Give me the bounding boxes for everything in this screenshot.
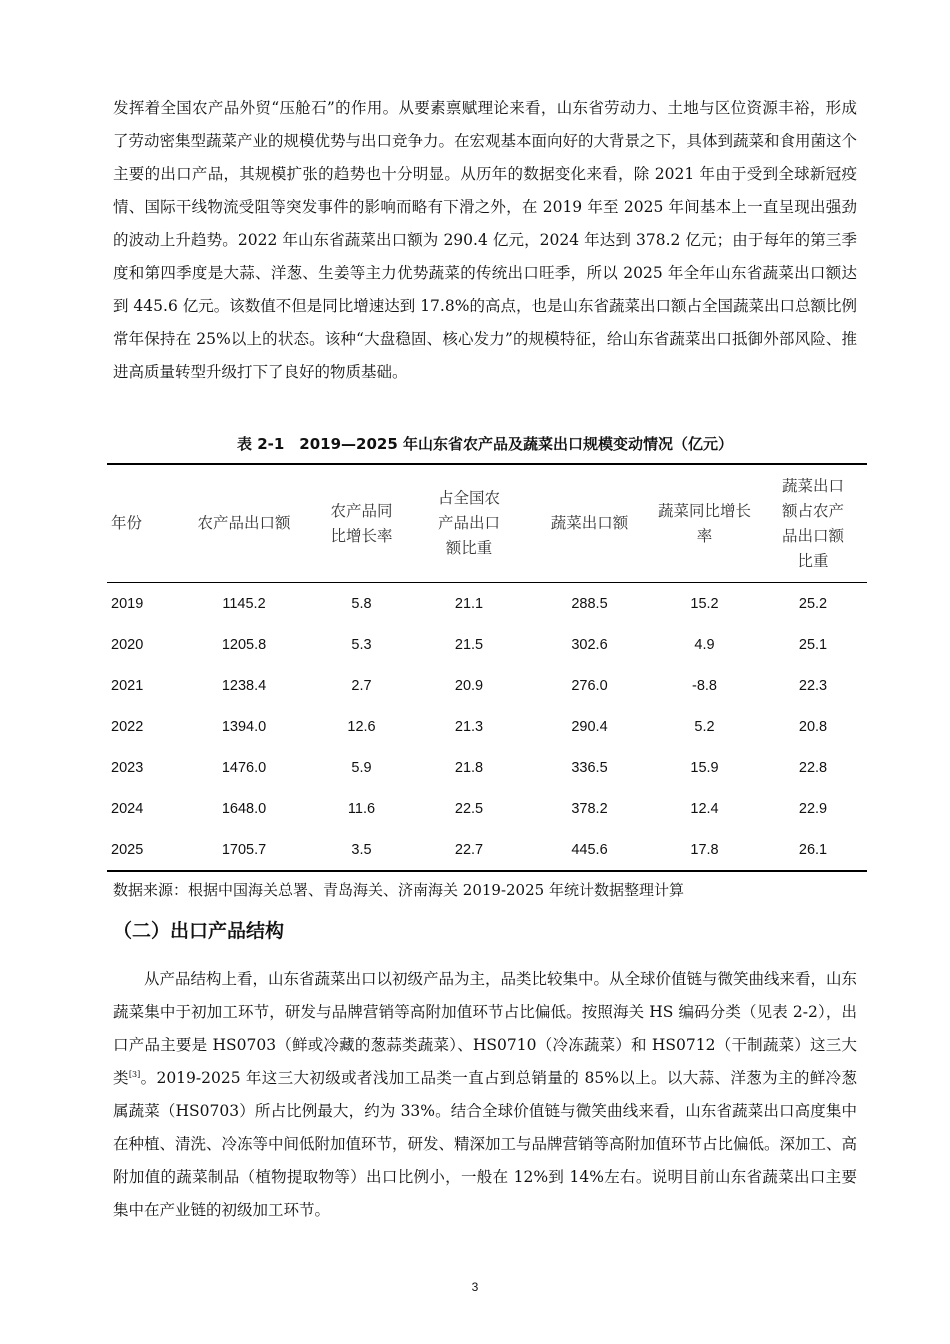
cell-agri-export: 1705.7 [221, 842, 267, 858]
table-row [107, 584, 867, 625]
section-heading: （二）出口产品结构 [113, 920, 285, 942]
table-source-note: 数据来源：根据中国海关总署、青岛海关、济南海关 2019-2025 年统计数据整理计算 [113, 881, 684, 899]
cell-veg-export: 302.6 [571, 637, 608, 653]
cell-veg-share: 26.1 [798, 842, 828, 858]
cell-veg-share: 22.3 [798, 678, 828, 694]
cell-veg-export: 290.4 [571, 719, 608, 735]
cell-national-share: 21.5 [454, 637, 484, 653]
cell-year: 2019 [111, 596, 144, 612]
cell-national-share: 22.7 [454, 842, 484, 858]
cell-year: 2021 [111, 678, 144, 694]
cell-veg-export: 336.5 [571, 760, 608, 776]
header-veg-growth: 蔬菜同比增长 率 [657, 501, 751, 545]
cell-veg-share: 22.8 [798, 760, 828, 776]
page-number: 3 [471, 1280, 479, 1294]
table-caption: 表 2-1 2019—2025 年山东省农产品及蔬菜出口规模变动情况（亿元） [236, 435, 734, 453]
table-row [107, 748, 867, 789]
cell-national-share: 20.9 [454, 678, 484, 694]
header-agri-export: 农产品出口额 [197, 514, 291, 532]
cell-agri-export: 1648.0 [221, 801, 267, 817]
cell-veg-growth: -8.8 [692, 678, 717, 694]
cell-veg-growth: 15.2 [690, 596, 719, 612]
table-body [107, 584, 867, 871]
cell-veg-growth: 17.8 [690, 842, 719, 858]
cell-agri-export: 1145.2 [222, 596, 266, 612]
table-row [107, 707, 867, 748]
cell-agri-export: 1205.8 [221, 637, 267, 653]
header-veg-export: 蔬菜出口额 [550, 514, 629, 532]
cell-agri-growth: 2.7 [351, 678, 372, 694]
table-row [107, 625, 867, 666]
cell-agri-export: 1238.4 [221, 678, 267, 694]
table-row [107, 830, 867, 871]
cell-agri-export: 1476.0 [221, 760, 267, 776]
cell-veg-growth: 4.9 [694, 637, 715, 653]
cell-agri-growth: 12.6 [347, 719, 376, 735]
cell-veg-export: 445.6 [571, 842, 608, 858]
intro-paragraph: 发挥着全国农产品外贸“压舱石”的作用。从要素禀赋理论来看，山东省劳动力、土地与区位资源丰裕，形成了劳动密集型蔬菜产业的规模优势与出口竞争力。在宏观基本面向好的大背景之下，具体到蔬菜和食用菌这个主要的出口产品，其规模扩张的趋势也十分明显。从历年的数据变化来看，除 2021 年由于受到全球新冠疫情、国际干线物流受阻等突发事件的影响而略有下滑之外，在 2019 年至 2025 年间基本上一直呈现出强劲的波动上升趋势。2022 年山东省蔬菜出口额为 290.4 亿元，2024 年达到 378.2 亿元；由于每年的第三季度和第四季度是大蒜、洋葱、生姜等主力优势蔬菜的传统出口旺季，所以 2025 年全年山东省蔬菜出口额达到 445.6 亿元。该数值不但是同比增速达到 17.8%的高点，也是山东省蔬菜出口额占全国蔬菜出口总额比例常年保持在 25%以上的状态。该种“大盘稳固、核心发力”的规模特征，给山东省蔬菜出口抵御外部风险、推进高质量转型升级打下了良好的物质基础。 [113, 99, 858, 381]
cell-veg-export: 276.0 [571, 678, 608, 694]
cell-agri-growth: 11.6 [347, 801, 376, 817]
table-bottom-rule [107, 870, 867, 872]
cell-year: 2022 [111, 719, 144, 735]
cell-national-share: 21.1 [454, 596, 484, 612]
cell-agri-export: 1394.0 [221, 719, 267, 735]
cell-veg-share: 22.9 [798, 801, 828, 817]
header-agri-growth: 农产品同 比增长率 [330, 501, 393, 545]
cell-year: 2025 [111, 842, 144, 858]
table-row [107, 789, 867, 830]
cell-agri-growth: 3.5 [351, 842, 372, 858]
cell-national-share: 22.5 [454, 801, 484, 817]
cell-veg-growth: 12.4 [690, 801, 719, 817]
citation-reference[interactable]: [3] [128, 1069, 141, 1079]
cell-year: 2024 [111, 801, 144, 817]
cell-veg-growth: 5.2 [694, 719, 715, 735]
cell-veg-share: 25.2 [798, 596, 828, 612]
header-year: 年份 [111, 514, 143, 532]
cell-veg-growth: 15.9 [690, 760, 719, 776]
header-veg-share: 蔬菜出口 额占农产 品出口额 比重 [781, 476, 844, 570]
cell-national-share: 21.3 [454, 719, 484, 735]
cell-year: 2020 [111, 637, 144, 653]
cell-year: 2023 [111, 760, 144, 776]
cell-national-share: 21.8 [454, 760, 484, 776]
cell-agri-growth: 5.8 [351, 596, 372, 612]
structure-paragraph [113, 963, 857, 1227]
paragraph-text: 。2019-2025 年这三大初级或者浅加工品类一直占到总销量的 85%以上。以大蒜、洋葱为主的鲜冷葱属蔬菜（HS0703）所占比例最大，约为 33%。结合全球价值链与微笑曲线来看，山东省蔬菜出口高度集中在种植、清洗、冷冻等中间低附加值环节，研发、精深加工与品牌营销等高附加值环节占比偏低。深加工、高附加值的蔬菜制品（植物提取物等）出口比例小，一般在 12%到 14%左右。说明目前山东省蔬菜出口主要集中在产业链的初级加工环节。 [113, 1069, 858, 1219]
cell-veg-export: 378.2 [571, 801, 608, 817]
cell-veg-share: 20.8 [798, 719, 828, 735]
header-national-share: 占全国农 产品出口 额比重 [437, 489, 500, 557]
table-row [107, 666, 867, 707]
cell-veg-share: 25.1 [798, 637, 828, 653]
cell-agri-growth: 5.3 [351, 637, 372, 653]
cell-veg-export: 288.5 [571, 596, 608, 612]
cell-agri-growth: 5.9 [351, 760, 372, 776]
paragraph-text: 从产品结构上看，山东省蔬菜出口以初级产品为主，品类比较集中。从全球价值链与微笑曲线来看，山东蔬菜集中于初加工环节，研发与品牌营销等高附加值环节占比偏低。按照海关 HS 编码分类（见表 2-2），出口产品主要是 HS0703（鲜或冷藏的葱蒜类蔬菜）、HS0710（冷冻蔬菜）和 HS0712（干制蔬菜）这三大类 [113, 970, 858, 1087]
table-header-row [107, 465, 867, 582]
table-header-rule [107, 582, 867, 583]
